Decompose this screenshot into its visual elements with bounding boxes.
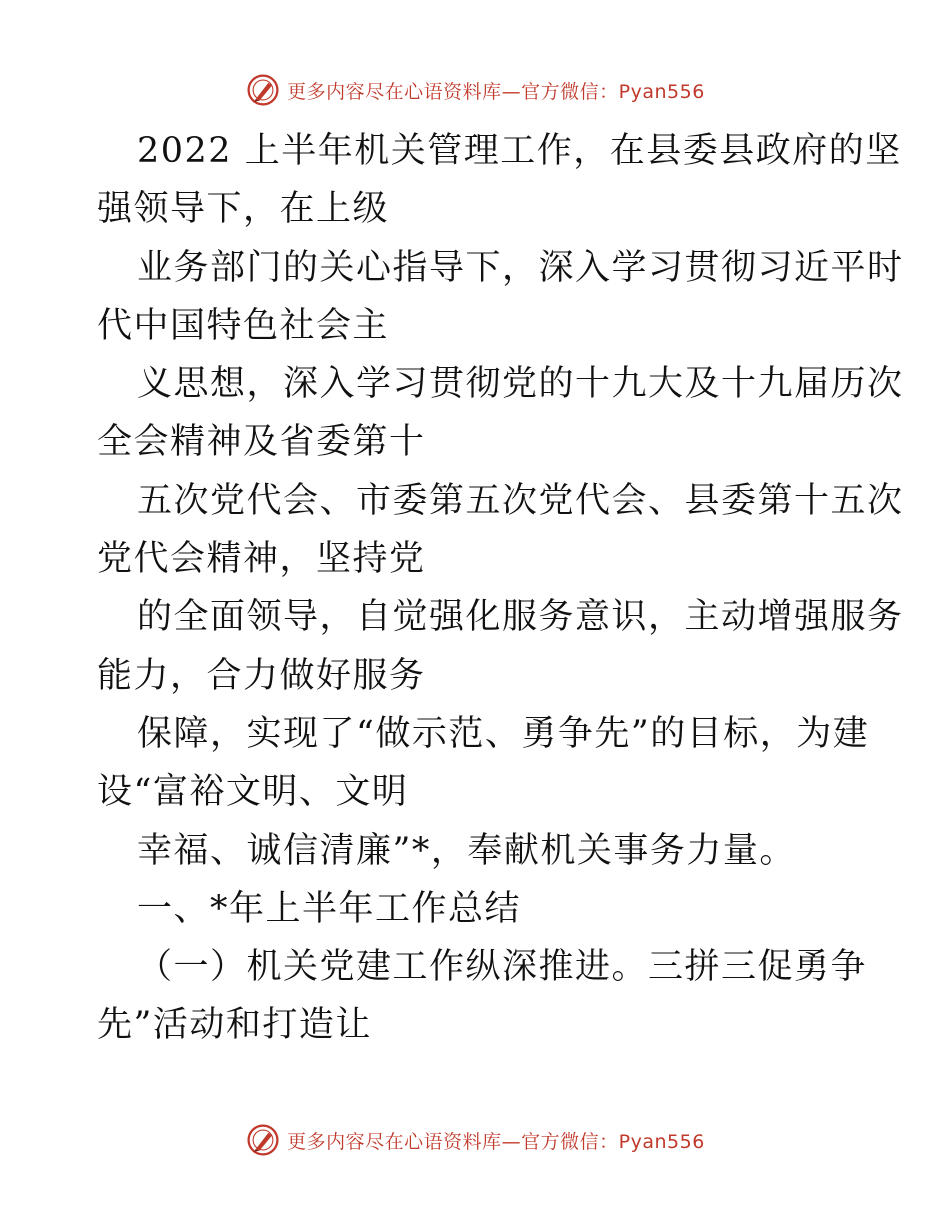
paragraph-line: 保障，实现了“做示范、勇争先”的目标，为建 [137, 713, 870, 754]
paragraph-line: 强领导下，在上级 [97, 189, 390, 230]
pen-circle-logo-icon [245, 72, 281, 108]
pen-circle-logo-icon [245, 1122, 281, 1158]
footer-watermark-banner [0, 1120, 950, 1160]
watermark-text: 更多内容尽在心语资料库—官方微信：Pyan556 [287, 80, 705, 103]
header-watermark-banner [0, 70, 950, 110]
paragraph-line: 代中国特色社会主 [97, 305, 390, 346]
paragraph-line: 的全面领导，自觉强化服务意识，主动增强服务 [137, 597, 904, 638]
paragraph-line: 五次党代会、市委第五次党代会、县委第十五次 [137, 480, 904, 521]
paragraph-line: 业务部门的关心指导下，深入学习贯彻习近平时 [137, 247, 904, 288]
paragraph-line: 能力，合力做好服务 [97, 655, 426, 696]
paragraph-line: 2022 上半年机关管理工作，在县委县政府的坚 [137, 131, 902, 171]
paragraph-line: 党代会精神，坚持党 [97, 539, 426, 580]
subsection-heading-line: （一）机关党建工作纵深推进。三拼三促勇争 [137, 947, 868, 988]
watermark-text: 更多内容尽在心语资料库—官方微信：Pyan556 [287, 1130, 705, 1153]
paragraph-line: 全会精神及省委第十 [97, 422, 426, 463]
paragraph-line: 义思想，深入学习贯彻党的十九大及十九届历次 [137, 364, 904, 405]
section-heading: 一、*年上半年工作总结 [137, 888, 522, 929]
paragraph-line: 设“富裕文明、文明 [97, 772, 409, 813]
document-body [97, 122, 904, 1055]
paragraph-line: 先”活动和打造让 [97, 1005, 372, 1046]
paragraph-line: 幸福、诚信清廉”*，奉献机关事务力量。 [137, 830, 796, 871]
